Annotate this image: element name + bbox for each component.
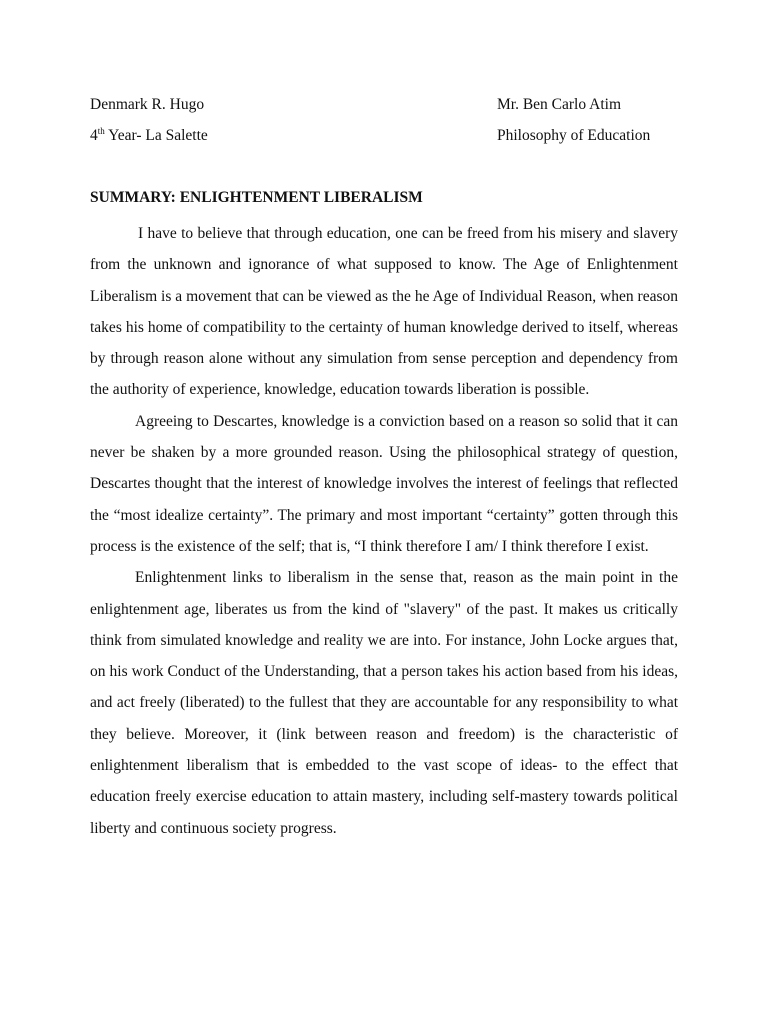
course-name: Philosophy of Education [497,127,651,144]
header-row-2 [90,125,678,147]
year-number: 4 [90,127,98,144]
paragraph-2: Agreeing to Descartes, knowledge is a conviction based on a reason so solid that it can never be shaken by a more grounded reason. Using the philosophical strategy of question, Descartes thought that the interest of knowledge involves the interest of feelings that reflected the “most idealize certainty”. The primary and most important “certainty” gotten through this process is the existence of the self; that is, “I think therefore I am/ I think therefore I exist. [90,412,678,555]
year-section [90,125,208,147]
body-text [90,218,678,844]
author-name: Denmark R. Hugo [90,96,205,113]
document-title: SUMMARY: ENLIGHTENMENT LIBERALISM [90,189,423,206]
paragraph-3: Enlightenment links to liberalism in the sense that, reason as the main point in the enlightenment age, liberates us from the kind of "slavery" of the past. It makes us critically think from simulated knowledge and reality we are into. For instance, John Locke argues that, on his work Conduct of the Understanding, that a person takes his action based from his ideas, and act freely (liberated) to the fullest that they are accountable for any responsibility to what they believe. Moreover, it (link between reason and freedom) is the characteristic of enlightenment liberalism that is embedded to the vast scope of ideas- to the effect that education freely exercise education to attain mastery, including self-mastery towards political liberty and continuous society progress. [90,569,678,837]
year-ordinal-suffix: th [97,125,105,136]
instructor-name: Mr. Ben Carlo Atim [497,96,621,113]
year-section-text: Year- La Salette [104,127,208,144]
header-row-1 [90,94,678,116]
paragraph-1: I have to believe that through education, one can be freed from his misery and slavery from the unknown and ignorance of what supposed to know. The Age of Enlightenment Liberalism is a movement that can be viewed as the he Age of Individual Reason, when reason takes his home of compatibility to the certainty of human knowledge derived to itself, whereas by through reason alone without any simulation from sense perception and dependency from the authority of experience, knowledge, education towards liberation is possible. [90,225,678,399]
